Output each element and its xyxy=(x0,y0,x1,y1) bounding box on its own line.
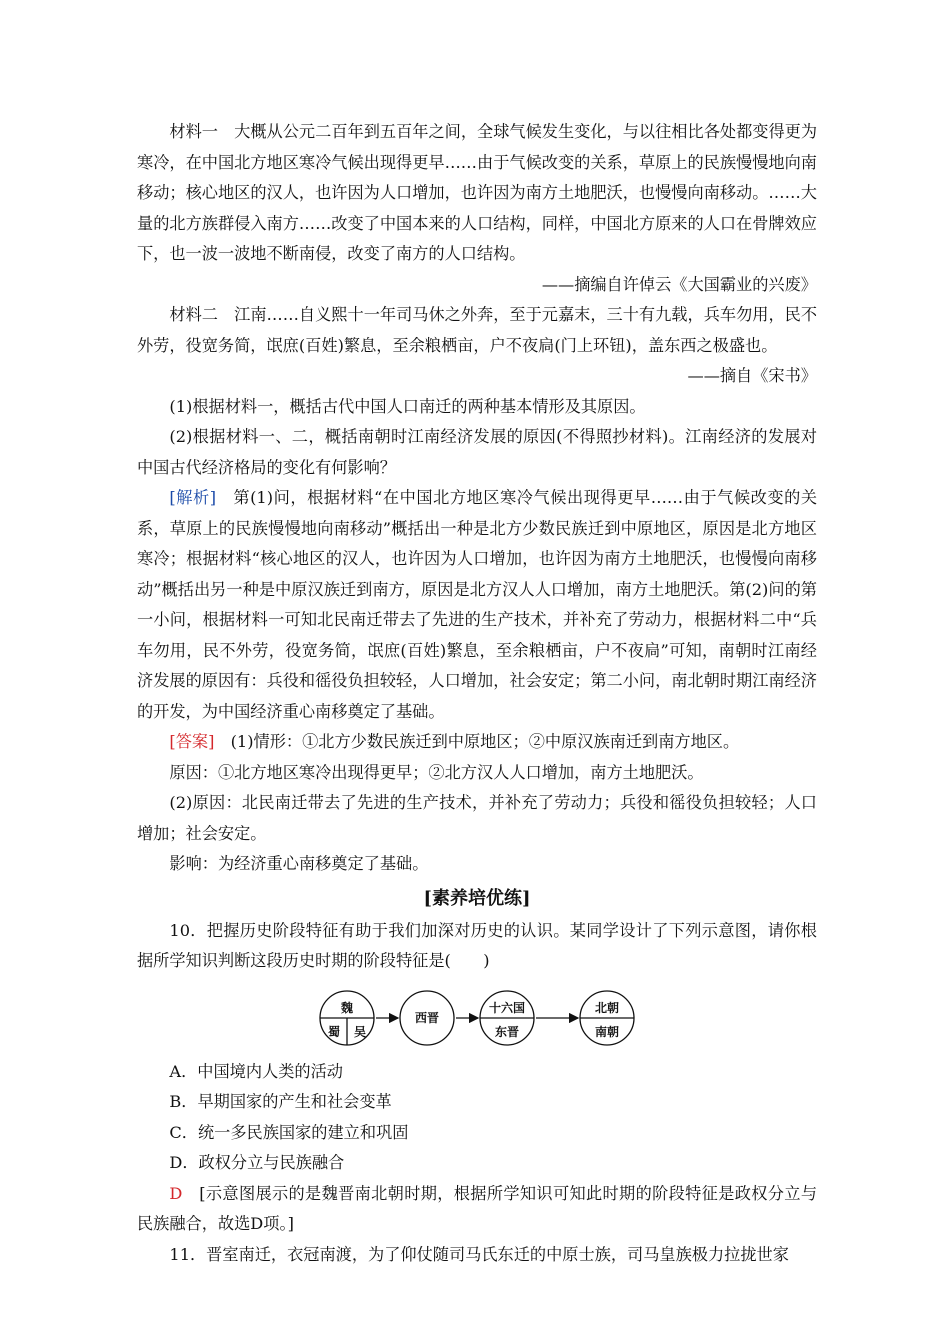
answer-line-4: 影响：为经济重心南移奠定了基础。 xyxy=(169,854,429,873)
label-wei: 魏 xyxy=(340,1000,354,1015)
dynasty-flow-diagram xyxy=(137,985,817,1051)
question-10-explanation xyxy=(137,1179,817,1240)
document-body xyxy=(137,117,817,1270)
material-two-label: 材料二 xyxy=(169,305,218,324)
answer-line-3: (2)原因：北民南迁带去了先进的生产技术，并补充了劳动力；兵役和徭役负担较轻；人口增加；社会安定。 xyxy=(137,793,817,843)
dynasty-diagram-svg xyxy=(317,985,637,1051)
question-2: (2)根据材料一、二，概括南朝时江南经济发展的原因(不得照抄材料)。江南经济的发展对中国古代经济格局的变化有何影响？ xyxy=(137,427,817,477)
section-title: [素养培优练] xyxy=(423,887,531,909)
material-one-label: 材料一 xyxy=(169,122,218,141)
question-10-stem: 10．把握历史阶段特征有助于我们加深对历史的认识。某同学设计了下列示意图，请你根据所学知识判断这段历史时期的阶段特征是( ) xyxy=(137,920,817,970)
label-eastern-jin: 东晋 xyxy=(494,1024,520,1039)
material-two xyxy=(137,300,817,361)
label-sixteen-kingdoms: 十六国 xyxy=(488,1000,526,1015)
answer-line-2: 原因：①北方地区寒冷出现得更早；②北方汉人人口增加，南方土地肥沃。 xyxy=(169,762,704,782)
label-wu: 吴 xyxy=(353,1024,367,1039)
material-one-source: ——摘编自许倬云《大国霸业的兴废》 xyxy=(541,274,817,294)
answer-line-1 xyxy=(137,727,817,758)
option-c: C．统一多民族国家的建立和巩固 xyxy=(169,1122,409,1142)
option-a: A．中国境内人类的活动 xyxy=(169,1061,343,1081)
analysis-tag: [解析] xyxy=(169,488,217,507)
material-one xyxy=(137,117,817,270)
explanation-text: [示意图展示的是魏晋南北朝时期，根据所学知识可知此时期的阶段特征是政权分立与民族融合，故选D项。] xyxy=(137,1183,818,1233)
answer-line-1-text: (1)情形：①北方少数民族迁到中原地区；②中原汉族南迁到南方地区。 xyxy=(230,732,740,751)
label-shu: 蜀 xyxy=(327,1024,341,1039)
material-two-source: ——摘自《宋书》 xyxy=(687,366,817,385)
option-b: B．早期国家的产生和社会变革 xyxy=(169,1092,392,1111)
label-southern-dynasties: 南朝 xyxy=(594,1024,620,1039)
option-d: D．政权分立与民族融合 xyxy=(169,1153,345,1172)
material-two-text: 江南……自义熙十一年司马休之外奔，至于元嘉末，三十有九载，兵车勿用，民不外劳，役宽务简，氓庶(百姓)繁息，至余粮栖亩，户不夜扃(门上环钮)，盖东西之极盛也。 xyxy=(137,305,818,355)
analysis-text: 第(1)问，根据材料“在中国北方地区寒冷气候出现得更早……由于气候改变的关系，草原上的民族慢慢地向南移动”概括出一种是北方少数民族迁到中原地区，原因是北方地区寒冷；根据材料“核心地区的汉人，也许因为人口增加，也许因为南方土地肥沃，也慢慢向南移动”概括出另一种是中原汉族迁到南方，原因是北方汉人人口增加，南方土地肥沃。第(2)问的第一小问，根据材料一可知北民南迁带去了先进的生产技术，并补充了劳动力，根据材料二中“兵车勿用，民不外劳，役宽务简，氓庶(百姓)繁息，至余粮栖亩，户不夜扃”可知，南朝时江南经济发展的原因有：兵役和徭役负担较轻，人口增加，社会安定；第二小问，南北朝时期江南经济的开发，为中国经济重心南移奠定了基础。 xyxy=(137,488,818,721)
question-11-stem: 11．晋室南迁，衣冠南渡，为了仰仗随司马氏东迁的中原士族，司马皇族极力拉拢世家 xyxy=(169,1244,789,1264)
label-western-jin: 西晋 xyxy=(414,1010,440,1025)
label-northern-dynasties: 北朝 xyxy=(594,1000,620,1015)
material-one-text: 大概从公元二百年到五百年之间，全球气候发生变化，与以往相比各处都变得更为寒冷，在中国北方地区寒冷气候出现得更早……由于气候改变的关系，草原上的民族慢慢地向南移动；核心地区的汉人，也许因为人口增加，也许因为南方土地肥沃，也慢慢向南移动。……大量的北方族群侵入南方……改变了中国本来的人口结构，同样，中国北方原来的人口在骨牌效应下，也一波一波地不断南侵，改变了南方的人口结构。 xyxy=(137,122,818,263)
answer-letter: D xyxy=(169,1183,183,1203)
answer-tag: [答案] xyxy=(169,732,215,751)
question-1: (1)根据材料一，概括古代中国人口南迁的两种基本情形及其原因。 xyxy=(169,396,646,416)
analysis xyxy=(137,483,817,727)
